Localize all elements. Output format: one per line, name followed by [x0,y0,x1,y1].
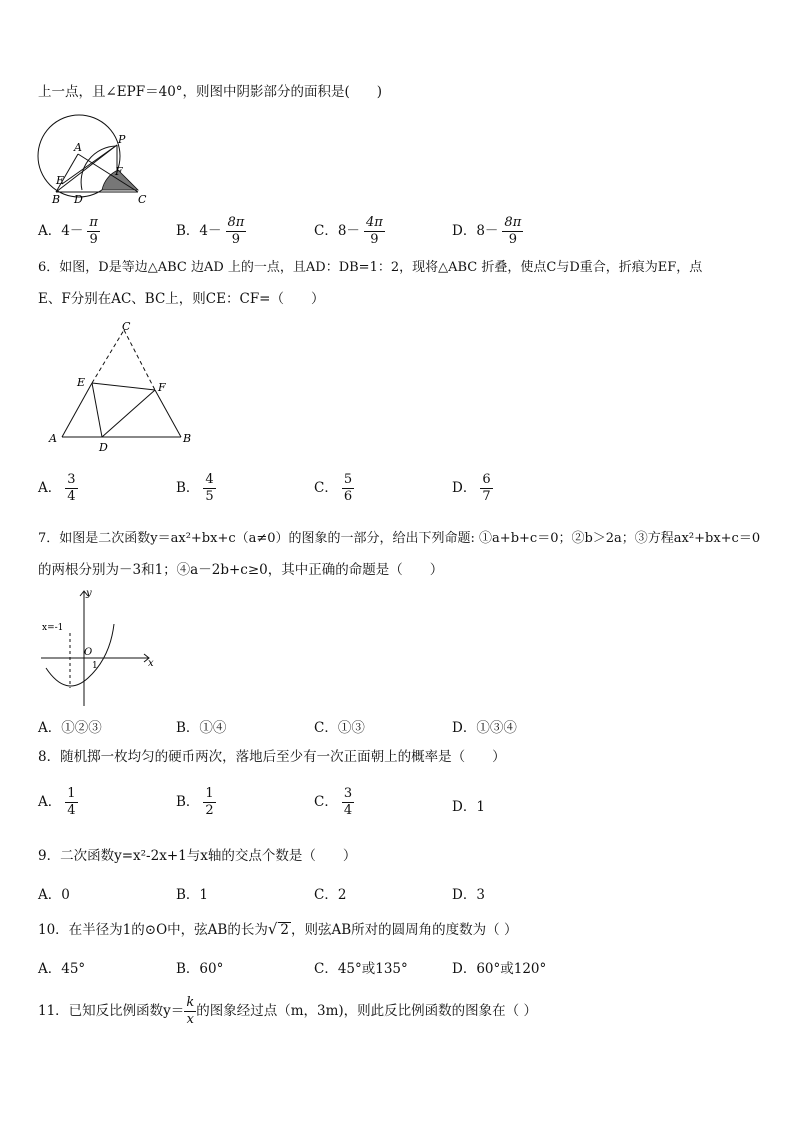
q8-option-b[interactable]: B． $\frac{1}{2}$ [176,786,214,818]
q9-stem: 9．二次函数y=x²-2x+1与x轴的交点个数是（ ） [38,848,357,864]
q5-label-d: D [74,193,83,206]
q10-stem: 10．在半径为1的⊙O中，弦AB的长为√ 2 ，则弦AB所对的圆周角的度数为（ ） [38,920,518,938]
q7-stem-line1: 7．如图是二次函数y＝ax²+bx+c（a≠0）的图象的一部分，给出下列命题: ①a+b+c＝0；②b＞2a；③方程ax²+bx+c＝0 [38,531,761,546]
q5-label-f: F [115,165,123,178]
q6-line-ef [92,383,155,390]
q7-figure [36,588,160,710]
q7-label-o: O [84,647,93,658]
q5-option-b[interactable]: B．4－ $\frac{8\pi}{9}$ [176,215,245,247]
q6-label-a: A [49,432,57,445]
q6-option-b[interactable]: B． $\frac{4}{5}$ [176,472,214,504]
q7-parabola [46,624,114,686]
q6-line-df [102,390,155,437]
q5-label-b: B [52,193,61,206]
q8-option-d[interactable]: D．1 [452,799,485,815]
q8-option-c[interactable]: C． $\frac{3}{4}$ [314,786,353,818]
q7-option-a[interactable]: A．①②③ [38,720,102,736]
q7-option-b[interactable]: B．①④ [176,720,227,736]
q8-option-a[interactable]: A． $\frac{1}{4}$ [38,786,76,818]
q6-label-f: F [158,381,166,394]
q5-label-c: C [138,193,147,206]
q9-option-b[interactable]: B．1 [176,887,209,903]
q7-label-one: 1 [92,661,98,671]
q10-option-b[interactable]: B．60° [176,961,224,977]
q7-label-x: x [148,658,154,669]
q8-stem: 8．随机掷一枚均匀的硬币两次，落地后至少有一次正面朝上的概率是（ ） [38,749,506,765]
q10-option-d[interactable]: D．60°或120° [452,961,547,977]
q10-option-a[interactable]: A．45° [38,961,86,977]
q5-option-d[interactable]: D．8－ $\frac{8\pi}{9}$ [452,215,522,247]
q5-option-a[interactable]: A．4－ $\frac{\pi}{9}$ [38,215,98,247]
q5-stem: 上一点，且∠EPF＝40°，则图中阴影部分的面积是( ) [38,84,383,100]
q6-option-d[interactable]: D． $\frac{6}{7}$ [452,472,491,504]
q11-stem: 11．已知反比例函数y＝ $\frac{k}{x}$ 的图象经过点（m，3m)，则此反比例函数的图象在（ ） [38,995,537,1027]
q7-option-d[interactable]: D．①③④ [452,720,517,736]
q7-option-c[interactable]: C．①③ [314,720,365,736]
q7-label-y: y [86,588,92,599]
q6-option-c[interactable]: C． $\frac{5}{6}$ [314,472,353,504]
q6-figure [44,318,204,458]
q6-line-fb [155,390,181,437]
q5-label-p: P [118,133,126,146]
q5-figure [34,108,164,208]
q9-option-a[interactable]: A．0 [38,887,70,903]
q6-option-a[interactable]: A． $\frac{3}{4}$ [38,472,76,504]
q6-dashed-ec [92,330,124,383]
q10-sqrt-value: 2 [280,922,289,938]
q7-label-axis: x=-1 [42,623,64,633]
q6-stem-line1: 6．如图，D是等边△ABC 边AD 上的一点，且AD：DB=1：2，现将△ABC 折叠，使点C与D重合，折痕为EF，点 [38,260,703,275]
q6-stem-line2: E、F分别在AC、BC上，则CE：CF=（ ） [38,291,325,307]
q9-option-c[interactable]: C．2 [314,887,347,903]
q6-label-e: E [77,376,86,389]
q10-option-c[interactable]: C．45°或135° [314,961,408,977]
q5-label-a: A [74,141,82,154]
q6-dashed-cf [124,330,155,390]
q6-line-ae [62,383,92,437]
q6-label-c: C [122,320,131,333]
q5-label-e: E [56,174,65,187]
q5-option-c[interactable]: C．8－ $\frac{4\pi}{9}$ [314,215,383,247]
q6-line-ed [92,383,102,437]
q6-label-d: D [99,441,108,454]
q9-option-d[interactable]: D．3 [452,887,485,903]
q6-label-b: B [183,432,192,445]
q7-stem-line2: 的两根分别为－3和1；④a－2b+c≥0，其中正确的命题是（ ） [38,562,444,578]
